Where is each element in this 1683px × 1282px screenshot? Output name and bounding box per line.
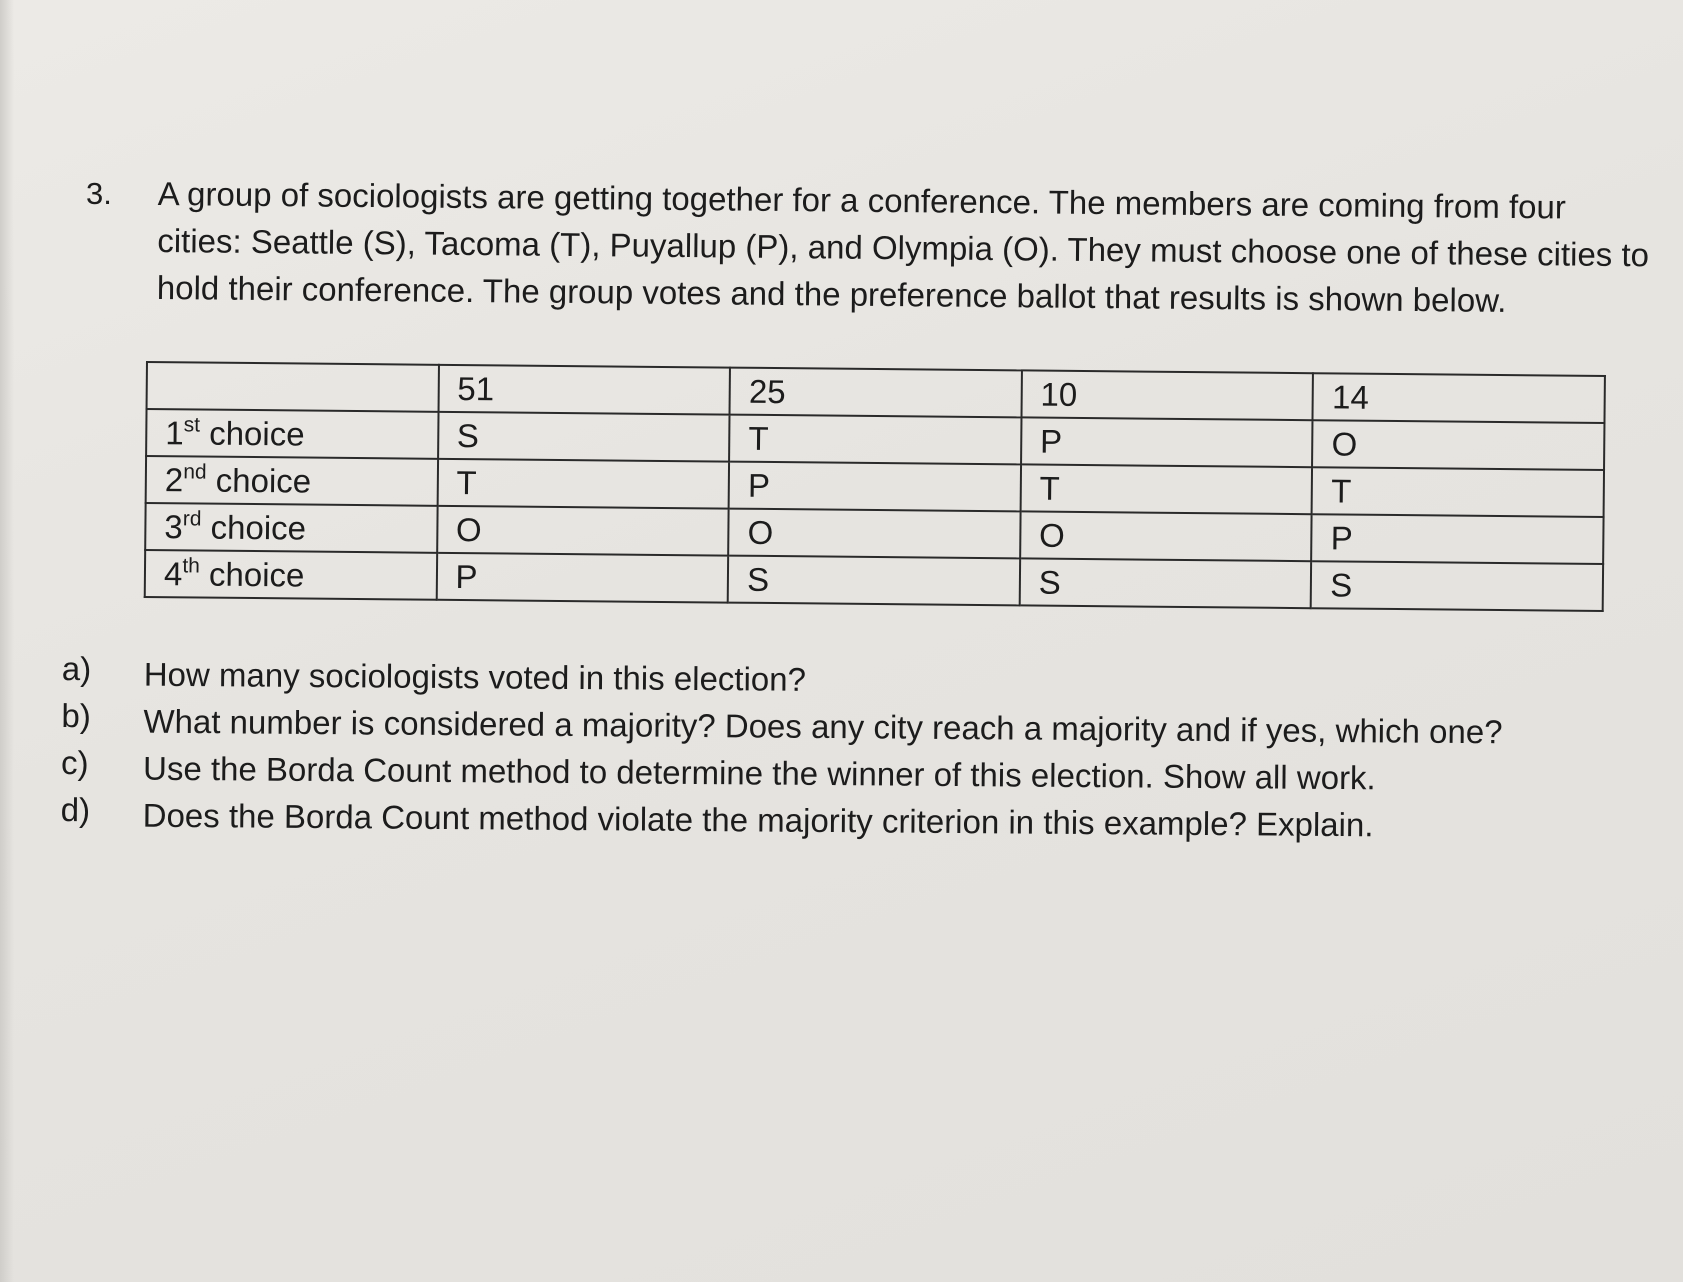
subquestion-text: What number is considered a majority? Does any city reach a majority and if yes, which one?: [143, 702, 1503, 751]
subquestion-letter: c): [60, 743, 89, 782]
paper-edge-shadow: [0, 0, 14, 1282]
preference-ballot-table: [144, 361, 1606, 612]
row-label: 4th choice: [145, 550, 437, 600]
table-cell: S: [1019, 558, 1311, 608]
header-cell-voters: 51: [438, 365, 730, 415]
subquestion-text: How many sociologists voted in this election?: [143, 655, 807, 698]
table-cell: T: [437, 459, 729, 509]
row-label: 1st choice: [146, 409, 438, 459]
subquestion-text: Does the Borda Count method violate the majority criterion in this example? Explain.: [142, 796, 1374, 844]
row-label: 3rd choice: [145, 503, 437, 553]
table-cell: O: [1312, 420, 1604, 470]
subquestion-letter: d): [60, 790, 91, 829]
subquestion-list: [61, 650, 1562, 850]
table-cell: S: [1311, 561, 1603, 611]
table-cell: P: [436, 553, 728, 603]
question-number: 3.: [86, 176, 112, 211]
subquestion-text: Use the Borda Count method to determine the winner of this election. Show all work.: [142, 749, 1376, 797]
table-cell: P: [729, 462, 1021, 512]
table-cell: O: [437, 506, 729, 556]
row-label: 2nd choice: [146, 456, 438, 506]
table-cell: S: [438, 412, 730, 462]
table-cell: S: [728, 556, 1020, 606]
subquestion-letter: b): [61, 696, 91, 735]
header-cell-voters: 25: [730, 368, 1022, 418]
table-cell: T: [1312, 467, 1604, 517]
question-text: A group of sociologists are getting together for a conference. The members are coming from four cities: Seattle (S), Tacoma (T), Puyallup (P), and Olympia (O). They must choose one of these cities to hold their conference. The group votes and the preference ballot that results is shown below.: [156, 174, 1650, 319]
subquestion-letter: a): [61, 650, 92, 688]
table-cell: O: [1020, 511, 1312, 561]
table-cell: O: [728, 509, 1020, 559]
header-cell-voters: 14: [1313, 373, 1605, 423]
header-cell-empty: [147, 362, 439, 412]
table-cell: P: [1021, 417, 1313, 467]
header-cell-voters: 10: [1021, 370, 1313, 420]
table-cell: P: [1312, 514, 1604, 564]
table-cell: T: [729, 415, 1021, 465]
table-cell: T: [1020, 464, 1312, 514]
